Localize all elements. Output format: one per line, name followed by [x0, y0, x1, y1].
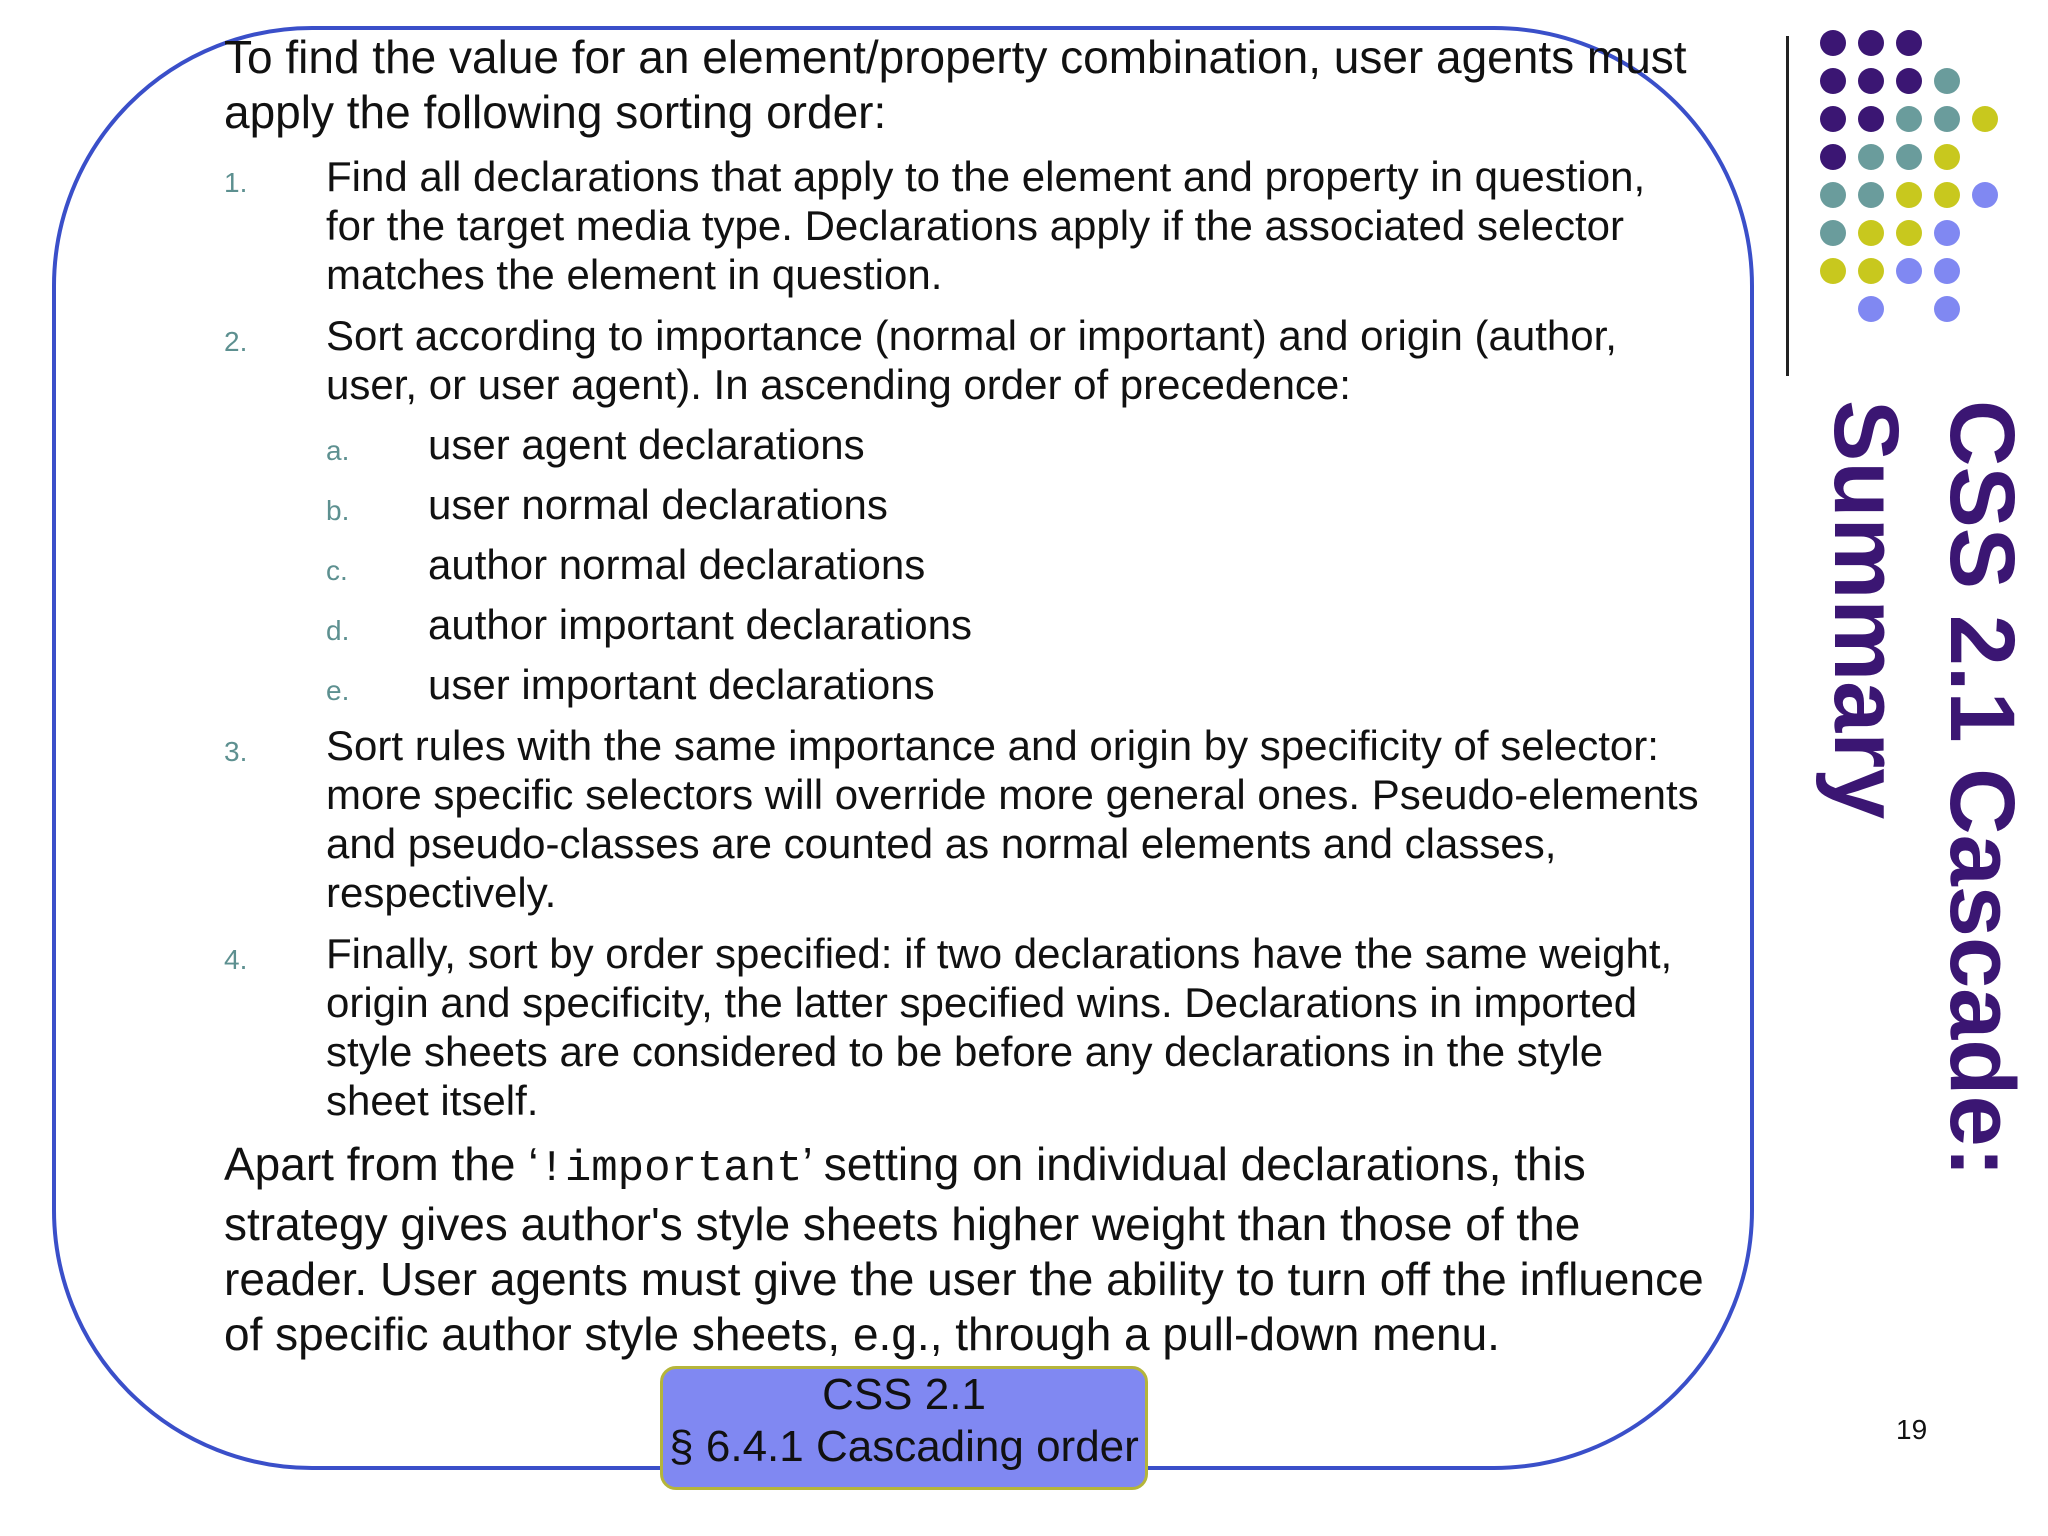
- sublist-item: [326, 600, 1704, 649]
- list-marker: 3.: [224, 736, 248, 767]
- precedence-sublist: [326, 420, 1704, 709]
- dot: [1858, 144, 1884, 170]
- dot: [1896, 68, 1922, 94]
- list-marker: 1.: [224, 167, 248, 198]
- dot: [1820, 258, 1846, 284]
- sublist-marker: b.: [326, 495, 350, 526]
- sorting-steps-list: [224, 152, 1704, 1125]
- slide-body: [224, 30, 1704, 1362]
- list-item-text: Finally, sort by order specified: if two declarations have the same weight, origin and specificity, the latter specified wins. Declarations in imported style sheets are considered to be before any declarations in the style sheet itself.: [326, 930, 1673, 1124]
- dot: [1858, 106, 1884, 132]
- dot: [1934, 296, 1960, 322]
- dot: [1934, 182, 1960, 208]
- sublist-item: [326, 540, 1704, 589]
- dot: [1972, 182, 1998, 208]
- dot: [1820, 182, 1846, 208]
- closing-text-after: ’ setting on individual declarations, this strategy gives author's style sheets higher weight than those of the reader. User agents must give the user the ability to turn off the influence of specific author style sheets, e.g., through a pull-down menu.: [224, 1138, 1704, 1360]
- dot: [1858, 30, 1884, 56]
- sublist-item-text: user agent declarations: [428, 421, 865, 468]
- list-marker: 4.: [224, 944, 248, 975]
- dot: [1896, 182, 1922, 208]
- list-item: [224, 152, 1704, 299]
- sublist-marker: c.: [326, 555, 348, 586]
- dot: [1934, 144, 1960, 170]
- sublist-item: [326, 420, 1704, 469]
- intro-paragraph: To find the value for an element/property combination, user agents must apply the following sorting order:: [224, 31, 1687, 138]
- slide-title-line-2: Summary: [1815, 400, 1917, 820]
- list-marker: 2.: [224, 326, 248, 357]
- list-item-text: Sort rules with the same importance and origin by specificity of selector: more specific selectors will override more general ones. Pseudo-elements and pseudo-classes are counted as normal elements and classes, respectively.: [326, 722, 1699, 916]
- dot: [1858, 296, 1884, 322]
- sublist-item-text: author normal declarations: [428, 541, 926, 588]
- sublist-marker: a.: [326, 435, 350, 466]
- slide-title-area: [1780, 400, 2040, 1340]
- sublist-marker: d.: [326, 615, 350, 646]
- closing-text-before: Apart from the ‘: [224, 1138, 539, 1190]
- spec-reference-box: [660, 1366, 1148, 1490]
- dot: [1972, 106, 1998, 132]
- important-keyword: !important: [538, 1144, 803, 1194]
- dot: [1934, 258, 1960, 284]
- slide-title: [1780, 400, 2040, 1340]
- dot: [1858, 258, 1884, 284]
- dot: [1896, 258, 1922, 284]
- title-divider: [1786, 36, 1789, 376]
- list-item-text: Find all declarations that apply to the element and property in question, for the target media type. Declarations apply if the associated selector matches the element in question.: [326, 153, 1646, 298]
- sublist-item-text: user important declarations: [428, 661, 935, 708]
- sublist-marker: e.: [326, 675, 350, 706]
- dot: [1896, 30, 1922, 56]
- dot: [1820, 220, 1846, 246]
- list-item: [224, 929, 1704, 1125]
- dot: [1934, 106, 1960, 132]
- closing-paragraph: [224, 1137, 1704, 1362]
- dot: [1896, 144, 1922, 170]
- dot: [1858, 182, 1884, 208]
- spec-reference-line-2: § 6.4.1 Cascading order: [669, 1422, 1139, 1471]
- dot: [1858, 220, 1884, 246]
- decorative-dot-grid: [1820, 30, 2020, 330]
- dot: [1820, 30, 1846, 56]
- list-item: [224, 311, 1704, 709]
- list-item-text: Sort according to importance (normal or important) and origin (author, user, or user agent). In ascending order of precedence:: [326, 312, 1617, 408]
- sublist-item: [326, 480, 1704, 529]
- spec-reference-line-1: CSS 2.1: [822, 1370, 986, 1419]
- slide-title-line-1: CSS 2.1 Cascade:: [1931, 400, 2033, 1178]
- page-number: 19: [1896, 1414, 1928, 1445]
- sublist-item-text: author important declarations: [428, 601, 972, 648]
- dot: [1934, 220, 1960, 246]
- dot: [1896, 106, 1922, 132]
- dot: [1858, 68, 1884, 94]
- dot: [1820, 68, 1846, 94]
- dot: [1820, 144, 1846, 170]
- dot: [1820, 106, 1846, 132]
- list-item: [224, 721, 1704, 917]
- sublist-item: [326, 660, 1704, 709]
- dot: [1934, 68, 1960, 94]
- sublist-item-text: user normal declarations: [428, 481, 888, 528]
- dot: [1896, 220, 1922, 246]
